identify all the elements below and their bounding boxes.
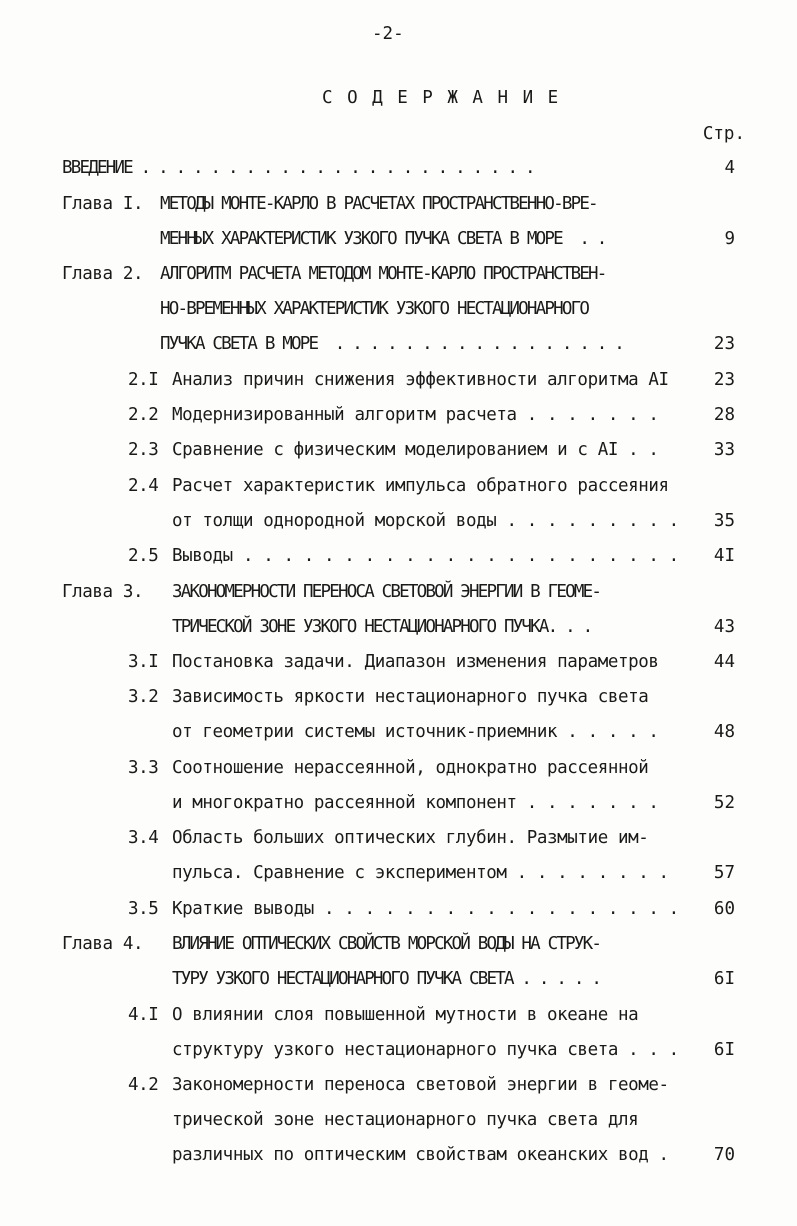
toc-chapter-label-1: Глава I.: [62, 194, 144, 214]
toc-page-section-3-3: 52: [713, 793, 735, 813]
toc-section-label-3-2: 3.2: [128, 687, 159, 707]
toc-section-label-3-3: 3.3: [128, 758, 159, 778]
toc-page-chapter-4: 6I: [713, 969, 735, 989]
toc-chapter-3-line-2: ТРИЧЕСКОЙ ЗОНЕ УЗКОГО НЕСТАЦИОНАРНОГО ПУЧКА. . .: [172, 617, 592, 637]
toc-section-3-2-line-2: от геометрии системы источник-приемник . . . . .: [172, 722, 659, 742]
toc-section-2-4-line-1: Расчет характеристик импульса обратного рассеяния: [172, 476, 669, 496]
toc-chapter-2-line-3: ПУЧКА СВЕТА В МОРЕ . . . . . . . . . . . . . . . . .: [160, 334, 624, 354]
toc-page-introduction: 4: [724, 158, 735, 178]
toc-section-4-1-line-2: структуру узкого нестационарного пучка света . . .: [172, 1040, 679, 1060]
toc-chapter-4-line-2: ТУРУ УЗКОГО НЕСТАЦИОНАРНОГО ПУЧКА СВЕТА . . . . .: [172, 969, 601, 989]
toc-chapter-label-3: Глава 3.: [62, 582, 144, 602]
toc-section-4-1-line-1: О влиянии слоя повышенной мутности в океане на: [172, 1005, 639, 1025]
toc-section-label-2-5: 2.5: [128, 546, 159, 566]
toc-section-2-2-line-1: Модернизированный алгоритм расчета . . . . . . .: [172, 405, 659, 425]
toc-section-label-3-1: 3.I: [128, 652, 159, 672]
toc-section-label-2-2: 2.2: [128, 405, 159, 425]
toc-section-label-4-2: 4.2: [128, 1075, 159, 1095]
toc-page-section-3-1: 44: [713, 652, 735, 672]
toc-section-3-4-line-2: пульса. Сравнение с экспериментом . . . . . . . .: [172, 863, 669, 883]
toc-chapter-1-line-1: МЕТОДЫ МОНТЕ-КАРЛО В РАСЧЕТАХ ПРОСТРАНСТВЕННО-ВРЕ-: [160, 194, 597, 214]
toc-section-label-2-1: 2.I: [128, 370, 159, 390]
toc-page-section-4-1: 6I: [713, 1040, 735, 1060]
toc-page-section-2-5: 4I: [713, 546, 735, 566]
page-title: С О Д Е Р Ж А Н И Е: [322, 88, 561, 108]
toc-page-section-2-1: 23: [713, 370, 735, 390]
toc-chapter-4-line-1: ВЛИЯНИЕ ОПТИЧЕСКИХ СВОЙСТВ МОРСКОЙ ВОДЫ НА СТРУК-: [172, 934, 601, 954]
toc-entry-introduction: ВВЕДЕНИЕ . . . . . . . . . . . . . . . . . . . . . . .: [62, 158, 534, 178]
toc-chapter-2-line-2: НО-ВРЕМЕННЫХ ХАРАКТЕРИСТИК УЗКОГО НЕСТАЦИОНАРНОГО: [160, 299, 589, 319]
toc-page-section-2-2: 28: [713, 405, 735, 425]
toc-page-section-3-2: 48: [713, 722, 735, 742]
toc-section-3-3-line-1: Соотношение нерассеянной, однократно рассеянной: [172, 758, 649, 778]
toc-chapter-1-line-2: МЕННЫХ ХАРАКТЕРИСТИК УЗКОГО ПУЧКА СВЕТА В МОРЕ . .: [160, 229, 606, 249]
toc-section-label-3-5: 3.5: [128, 899, 159, 919]
toc-section-3-5-line-1: Краткие выводы . . . . . . . . . . . . . . . . . .: [172, 899, 679, 919]
toc-section-label-4-1: 4.I: [128, 1005, 159, 1025]
toc-section-2-1-line-1: Анализ причин снижения эффективности алгоритма AI: [172, 370, 669, 390]
toc-section-3-3-line-2: и многократно рассеянной компонент . . . . . . .: [172, 793, 659, 813]
toc-page-section-4-2: 70: [713, 1145, 735, 1165]
toc-page-section-3-4: 57: [713, 863, 735, 883]
toc-section-4-2-line-3: различных по оптическим свойствам океанских вод .: [172, 1145, 669, 1165]
toc-section-label-2-3: 2.3: [128, 440, 159, 460]
toc-section-2-3-line-1: Сравнение с физическим моделированием и с AI . .: [172, 440, 659, 460]
page-number: -2-: [372, 24, 404, 44]
toc-section-label-2-4: 2.4: [128, 476, 159, 496]
toc-page-chapter-1: 9: [724, 229, 735, 249]
toc-section-2-5-line-1: Выводы . . . . . . . . . . . . . . . . . . . . . .: [172, 546, 679, 566]
toc-section-4-2-line-2: трической зоне нестационарного пучка света для: [172, 1110, 639, 1130]
page-column-label: Стр.: [702, 124, 745, 144]
toc-section-2-4-line-2: от толщи однородной морской воды . . . . . . . . .: [172, 511, 679, 531]
toc-page-section-2-4: 35: [713, 511, 735, 531]
toc-chapter-label-2: Глава 2.: [62, 264, 144, 284]
toc-section-4-2-line-1: Закономерности переноса световой энергии в геоме-: [172, 1075, 669, 1095]
toc-page-section-3-5: 60: [713, 899, 735, 919]
toc-chapter-label-4: Глава 4.: [62, 934, 144, 954]
toc-section-3-4-line-1: Область больших оптических глубин. Размытие им-: [172, 828, 649, 848]
toc-page-section-2-3: 33: [713, 440, 735, 460]
toc-chapter-3-line-1: ЗАКОНОМЕРНОСТИ ПЕРЕНОСА СВЕТОВОЙ ЭНЕРГИИ В ГЕОМЕ-: [172, 582, 601, 602]
toc-section-3-2-line-1: Зависимость яркости нестационарного пучка света: [172, 687, 649, 707]
toc-section-3-1-line-1: Постановка задачи. Диапазон изменения параметров: [172, 652, 659, 672]
toc-page-chapter-3: 43: [713, 617, 735, 637]
toc-section-label-3-4: 3.4: [128, 828, 159, 848]
toc-chapter-2-line-1: АЛГОРИТМ РАСЧЕТА МЕТОДОМ МОНТЕ-КАРЛО ПРОСТРАНСТВЕН-: [160, 264, 606, 284]
toc-page-chapter-2: 23: [713, 334, 735, 354]
